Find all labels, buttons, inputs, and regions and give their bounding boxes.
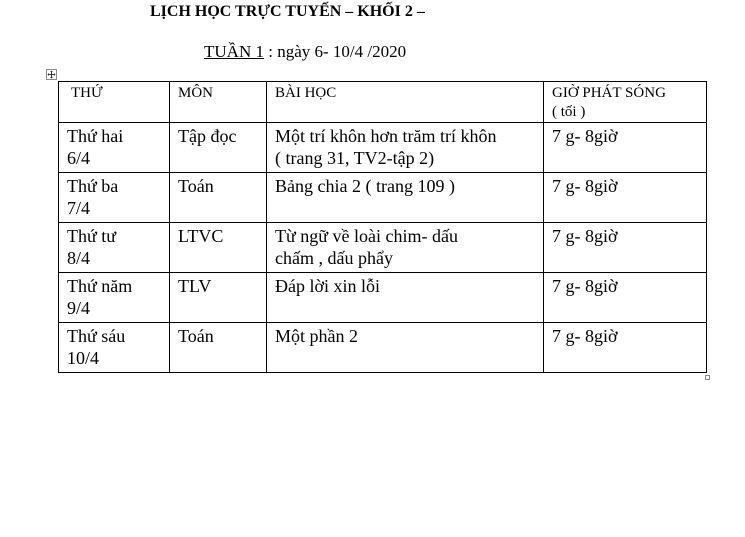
- day-date: 9/4: [67, 298, 91, 318]
- week-label: TUẦN 1: [204, 42, 264, 61]
- cell-subject: TLV: [170, 273, 267, 323]
- cell-lesson: [267, 223, 544, 273]
- day-name: Thứ sáu: [67, 326, 126, 346]
- cell-time: 7 g- 8giờ: [544, 273, 707, 323]
- cell-time: 7 g- 8giờ: [544, 123, 707, 173]
- cell-day: [59, 273, 170, 323]
- table-row: [59, 323, 707, 373]
- cell-day: [59, 173, 170, 223]
- cell-lesson: [267, 323, 544, 373]
- cell-time: 7 g- 8giờ: [544, 223, 707, 273]
- day-date: 8/4: [67, 248, 91, 268]
- header-time: [544, 82, 707, 123]
- header-lesson: BÀI HỌC: [267, 82, 544, 123]
- week-date-range: : ngày 6- 10/4 /2020: [263, 42, 407, 61]
- lesson-line: Từ ngữ về loài chim- dấu: [275, 226, 458, 246]
- lesson-line: Một phần 2: [275, 326, 358, 346]
- header-time-note: ( tối ): [552, 104, 586, 120]
- header-subject: MÔN: [170, 82, 267, 123]
- cell-subject: Tập đọc: [170, 123, 267, 173]
- cell-lesson: [267, 173, 544, 223]
- day-date: 7/4: [67, 198, 91, 218]
- cell-time: 7 g- 8giờ: [544, 173, 707, 223]
- day-date: 10/4: [67, 348, 100, 368]
- table-header-row: [59, 82, 707, 123]
- move-arrows-icon[interactable]: [46, 69, 57, 80]
- cell-lesson: [267, 273, 544, 323]
- day-name: Thứ hai: [67, 126, 124, 146]
- cell-lesson: [267, 123, 544, 173]
- day-name: Thứ tư: [67, 226, 117, 246]
- day-name: Thứ năm: [67, 276, 133, 296]
- document-title: LỊCH HỌC TRỰC TUYẾN – KHỐI 2 –: [150, 3, 425, 20]
- day-date: 6/4: [67, 148, 91, 168]
- cell-subject: Toán: [170, 323, 267, 373]
- cell-subject: Toán: [170, 173, 267, 223]
- resize-handle-icon[interactable]: [705, 375, 710, 380]
- lesson-line: chấm , dấu phẩy: [275, 248, 393, 268]
- cell-subject: LTVC: [170, 223, 267, 273]
- table-row: [59, 223, 707, 273]
- lesson-line: Đáp lời xin lỗi: [275, 276, 381, 296]
- day-name: Thứ ba: [67, 176, 119, 196]
- table-row: [59, 123, 707, 173]
- lesson-line: Bảng chia 2 ( trang 109 ): [275, 176, 455, 196]
- cell-day: [59, 323, 170, 373]
- table-row: [59, 173, 707, 223]
- week-subtitle: [204, 42, 406, 62]
- cell-day: [59, 223, 170, 273]
- header-day: THỨ: [59, 82, 170, 123]
- lesson-line: Một trí khôn hơn trăm trí khôn: [275, 126, 497, 146]
- lesson-line: ( trang 31, TV2-tập 2): [275, 148, 435, 168]
- schedule-table: [58, 81, 707, 373]
- cell-time: 7 g- 8giờ: [544, 323, 707, 373]
- table-row: [59, 273, 707, 323]
- header-time-label: GIỜ PHÁT SÓNG: [552, 85, 666, 101]
- cell-day: [59, 123, 170, 173]
